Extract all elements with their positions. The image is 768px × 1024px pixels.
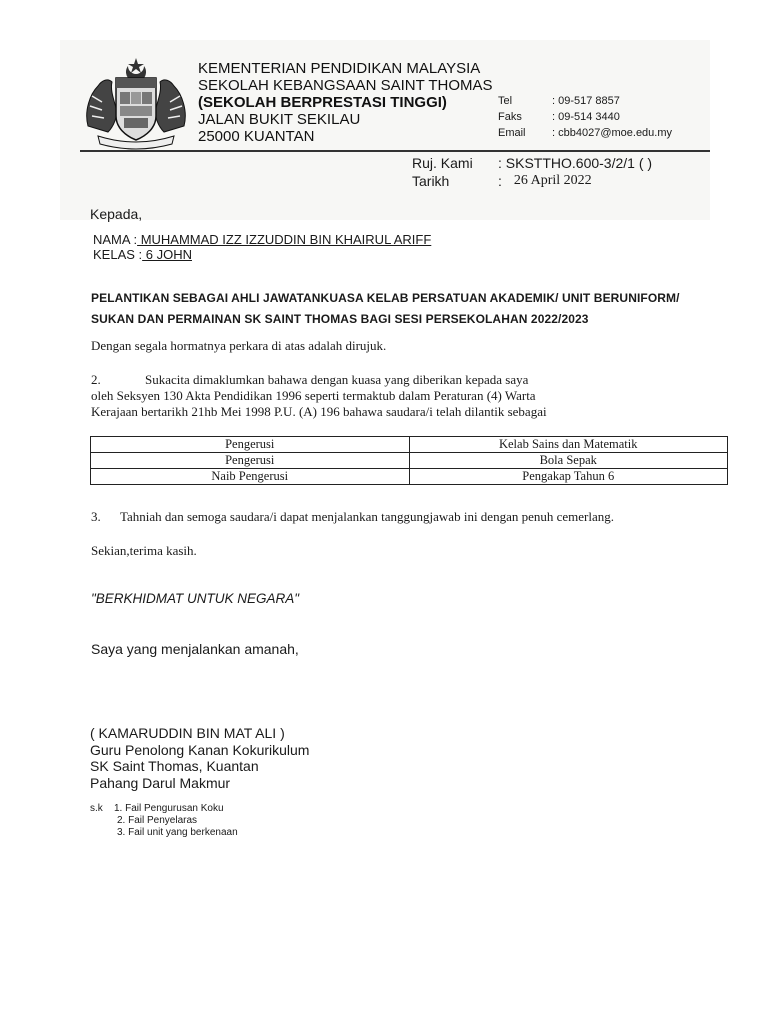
reference-block [412,154,652,190]
class-label: KELAS : [93,247,143,262]
date-value: 26 April 2022 [513,173,592,188]
contact-value: : 09-517 8857 [552,95,620,107]
closing-text: Sekian,terima kasih. [91,543,197,558]
table-cell-unit: Bola Sepak [409,453,728,469]
contact-row-email [498,125,672,141]
contact-label: Faks [498,111,522,123]
name-label: NAMA : [93,232,138,247]
header-divider [80,150,710,152]
table-row [91,469,728,485]
org-line-school: SEKOLAH KEBANGSAAN SAINT THOMAS [198,77,493,94]
table-cell-role: Pengerusi [91,437,410,453]
org-line-street: JALAN BUKIT SEKILAU [198,111,361,128]
table-cell-role: Naib Pengerusi [91,469,410,485]
table-row [91,453,728,469]
contact-row-tel [498,93,672,109]
copy-to-prefix: s.k [90,803,103,814]
contact-value: : cbb4027@moe.edu.my [552,127,673,139]
org-line-ministry: KEMENTERIAN PENDIDIKAN MALAYSIA [198,60,481,77]
national-motto: "BERKHIDMAT UNTUK NEGARA" [91,591,300,606]
date-colon: : [498,173,502,189]
name-value: MUHAMMAD IZZ IZZUDDIN BIN KHAIRUL ARIFF [137,232,432,247]
org-line-postcode: 25000 KUANTAN [198,128,315,145]
contact-value: : 09-514 3440 [552,111,620,123]
table-cell-unit: Kelab Sains dan Matematik [409,437,728,453]
recipient-block [93,232,431,262]
date-row [412,172,652,190]
intro-paragraph: Dengan segala hormatnya perkara di atas adalah dirujuk. [91,338,387,353]
contact-label: Tel [498,95,513,107]
signatory-name: ( KAMARUDDIN BIN MAT ALI ) [90,725,285,741]
contact-block [498,93,672,141]
recipient-class-row [93,247,431,262]
org-line-status: (SEKOLAH BERPRESTASI TINGGI) [198,94,447,111]
table-row [91,437,728,453]
school-address-block [198,60,493,145]
paragraph-2-line-2: oleh Seksyen 130 Akta Pendidikan 1996 seperti termaktub dalam Peraturan (4) Warta [91,388,536,403]
signatory-state: Pahang Darul Makmur [90,774,231,791]
paragraph-3-text: Tahniah dan semoga saudara/i dapat menjalankan tanggungjawab ini dengan penuh cemerlang. [120,509,614,524]
paragraph-2-number: 2. [91,372,101,387]
list-item [90,827,238,839]
date-label: Tarikh [412,173,450,189]
list-item [90,815,238,827]
copy-to-item: 1. Fail Pengurusan Koku [114,803,224,814]
appointment-table [90,436,728,485]
contact-label: Email [498,127,526,139]
salutation-to: Kepada, [90,206,143,222]
signatory-title: Guru Penolong Kanan Kokurikulum [90,741,310,758]
paragraph-3-number: 3. [91,509,101,524]
recipient-name-row [93,232,431,247]
reference-row [412,154,652,172]
contact-row-fax [498,109,672,125]
paragraph-2-line-3: Kerajaan bertarikh 21hb Mei 1998 P.U. (A) 196 bahawa saudara/i telah dilantik sebagai [91,404,547,419]
table-cell-role: Pengerusi [91,453,410,469]
subject-line-2: SUKAN DAN PERMAINAN SK SAINT THOMAS BAGI SESI PERSEKOLAHAN 2022/2023 [91,312,589,326]
signatory-school: SK Saint Thomas, Kuantan [90,758,259,774]
copy-to-list [90,803,238,839]
paragraph-2-line-1: Sukacita dimaklumkan bahawa dengan kuasa yang diberikan kepada saya [145,372,529,387]
list-item [90,803,238,815]
signoff-text: Saya yang menjalankan amanah, [91,641,299,657]
letter-subject [91,288,680,330]
reference-label: Ruj. Kami [412,155,473,171]
malaysia-coat-of-arms-icon [80,56,192,152]
copy-to-item: 3. Fail unit yang berkenaan [117,827,238,838]
table-cell-unit: Pengakap Tahun 6 [409,469,728,485]
reference-value: : SKSTTHO.600-3/2/1 ( ) [498,155,653,171]
signature-block [90,725,309,791]
subject-line-1: PELANTIKAN SEBAGAI AHLI JAWATANKUASA KELAB PERSATUAN AKADEMIK/ UNIT BERUNIFORM/ [91,291,680,305]
class-value: 6 JOHN [142,247,192,262]
copy-to-item: 2. Fail Penyelaras [117,815,198,826]
